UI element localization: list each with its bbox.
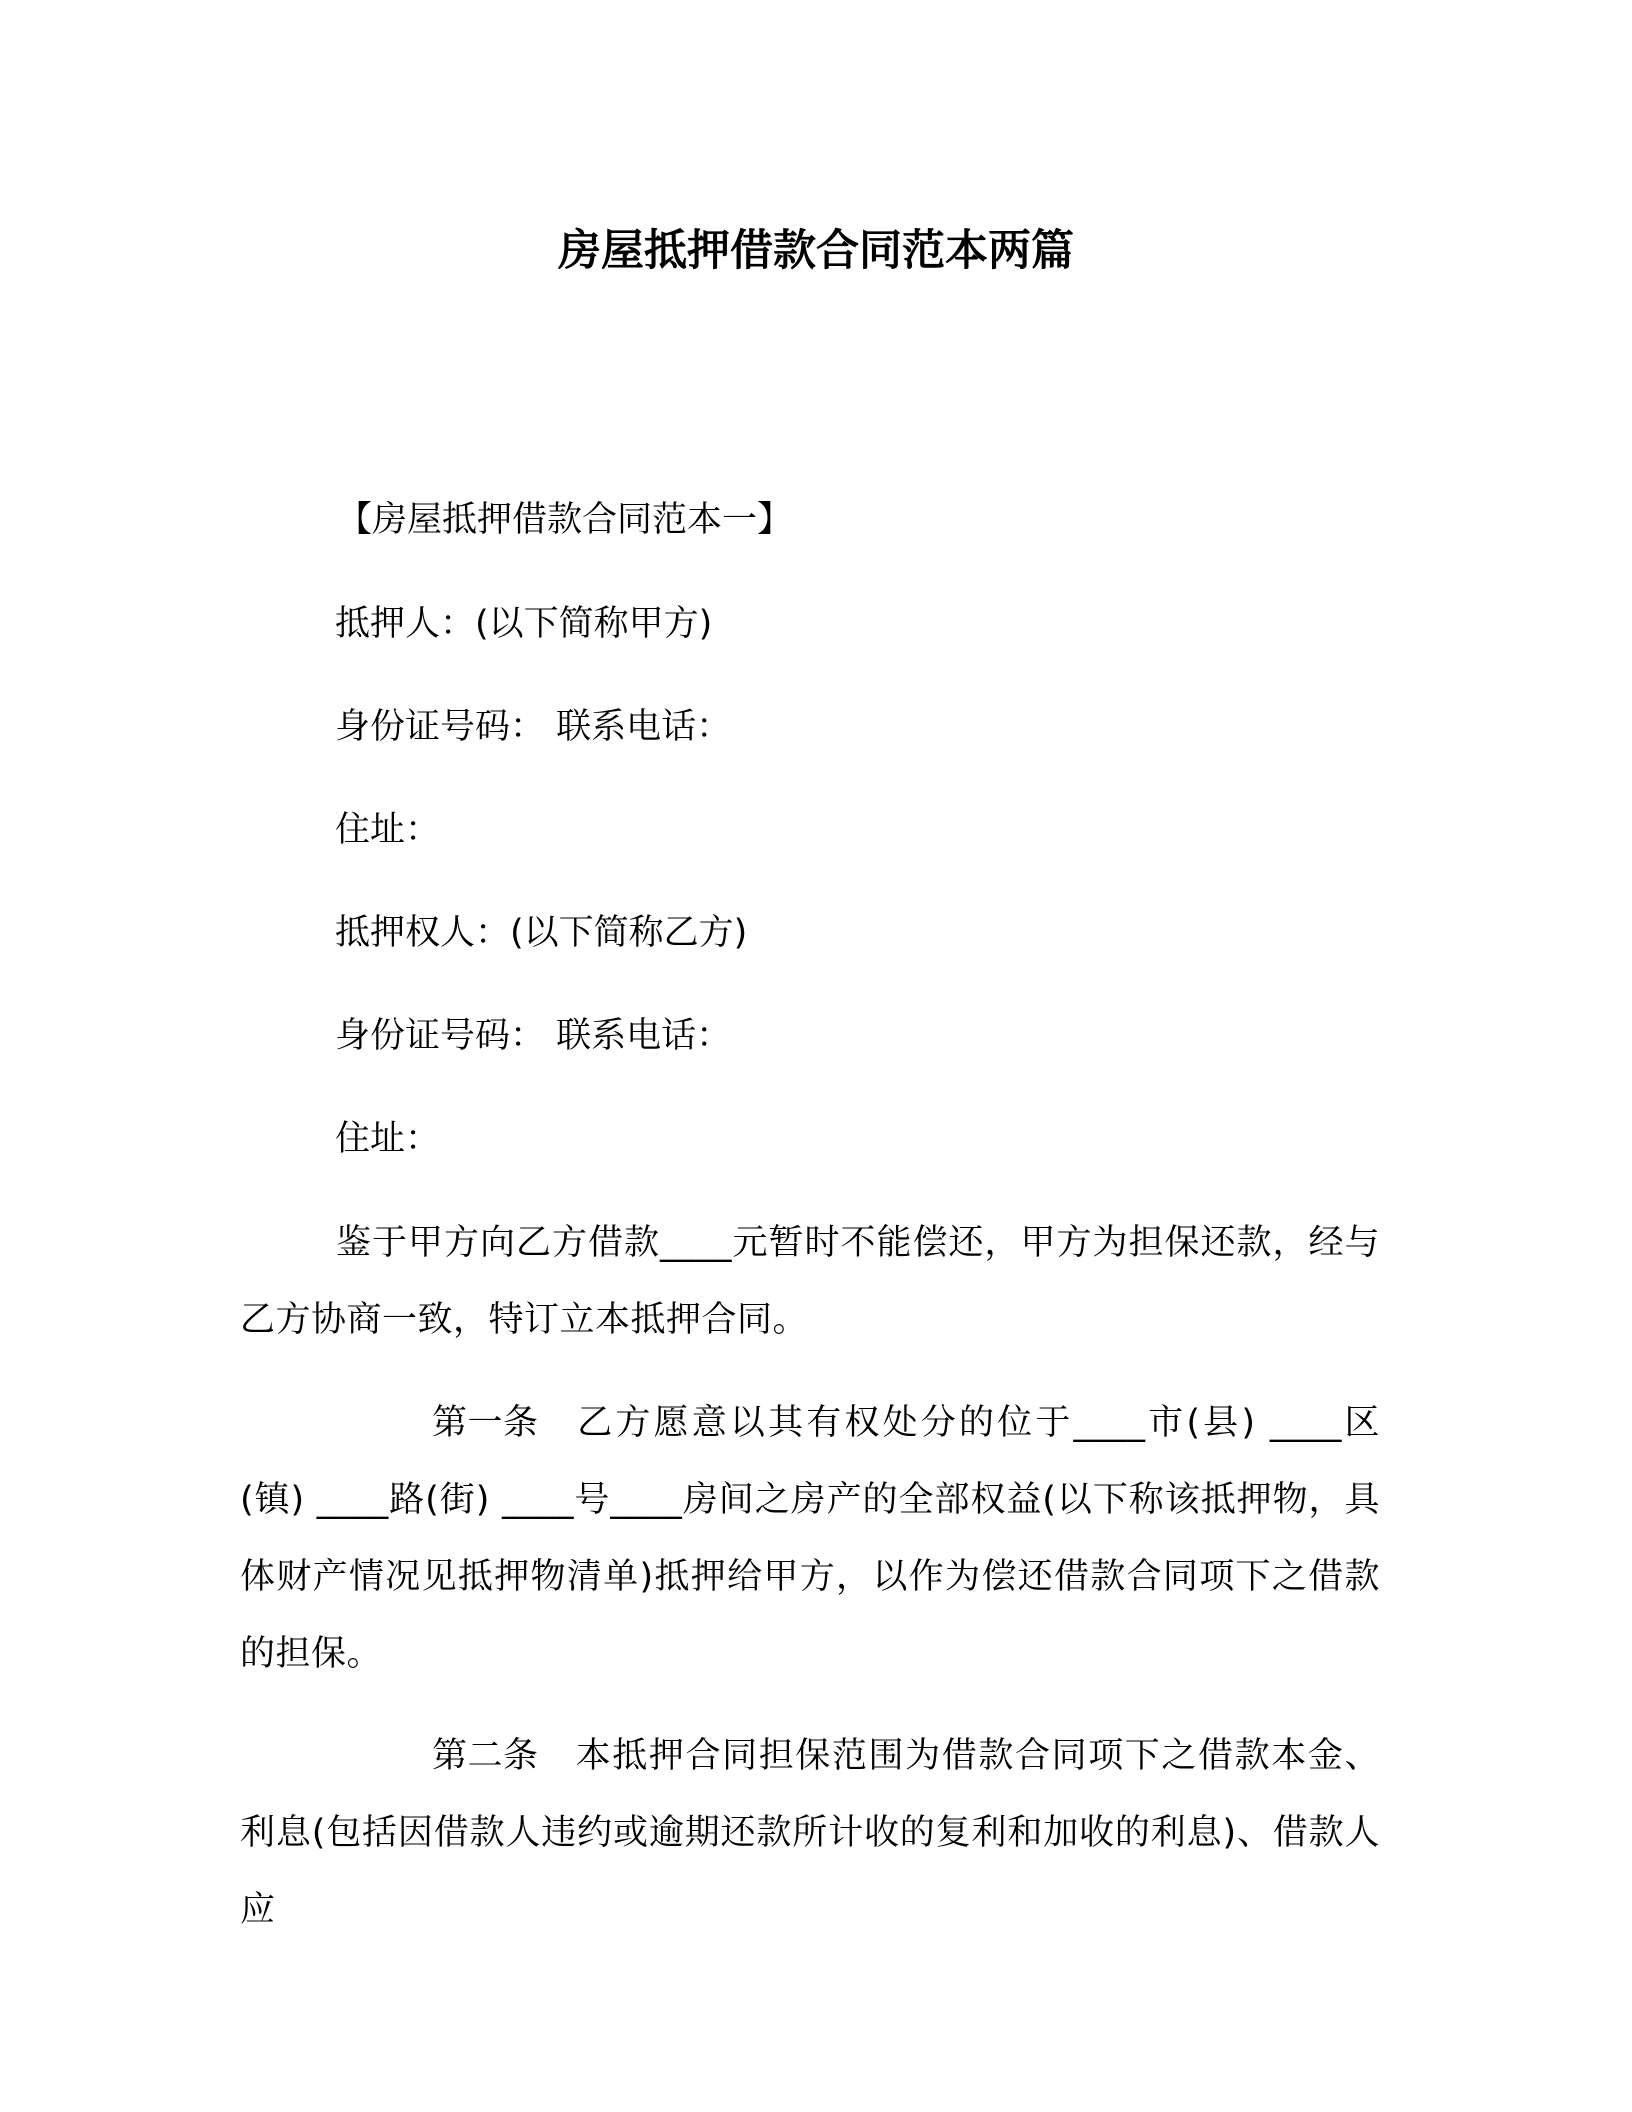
mortgagor-label: 抵押人：(以下简称甲方) [335, 604, 713, 644]
mortgagee-address: 住址： [335, 1119, 441, 1159]
mortgagor-id-phone: 身份证号码： 联系电话： [335, 707, 732, 747]
section-heading: 【房屋抵押借款合同范本一】 [337, 500, 793, 540]
article-1-text: 乙方愿意以其有权处分的位于____市(县) ____区(镇) ____路(街) ____号____房间之房产的全部权益(以下称该抵押物，具体财产情况见抵押物清单)抵押给甲方，以作为偿还借款合同项下之借款的担保。 [240, 1403, 1380, 1674]
mortgagee-id-phone: 身份证号码： 联系电话： [335, 1016, 732, 1056]
mortgagor-address: 住址： [335, 810, 441, 850]
article-2-text: 本抵押合同担保范围为借款合同项下之借款本金、利息(包括因借款人违约或逾期还款所计收的复利和加收的利息)、借款人应 [240, 1736, 1380, 1930]
article-1-paragraph [240, 1385, 1380, 1693]
document-title: 房屋抵押借款合同范本两篇 [558, 226, 1074, 276]
preamble-paragraph: 鉴于甲方向乙方借款____元暂时不能偿还，甲方为担保还款，经与乙方协商一致，特订立本抵押合同。 [240, 1223, 1380, 1340]
article-1-label: 第一条 [432, 1403, 539, 1443]
article-2-label: 第二条 [432, 1736, 539, 1776]
mortgagee-label: 抵押权人：(以下简称乙方) [335, 913, 748, 953]
article-2-paragraph [240, 1718, 1380, 1949]
